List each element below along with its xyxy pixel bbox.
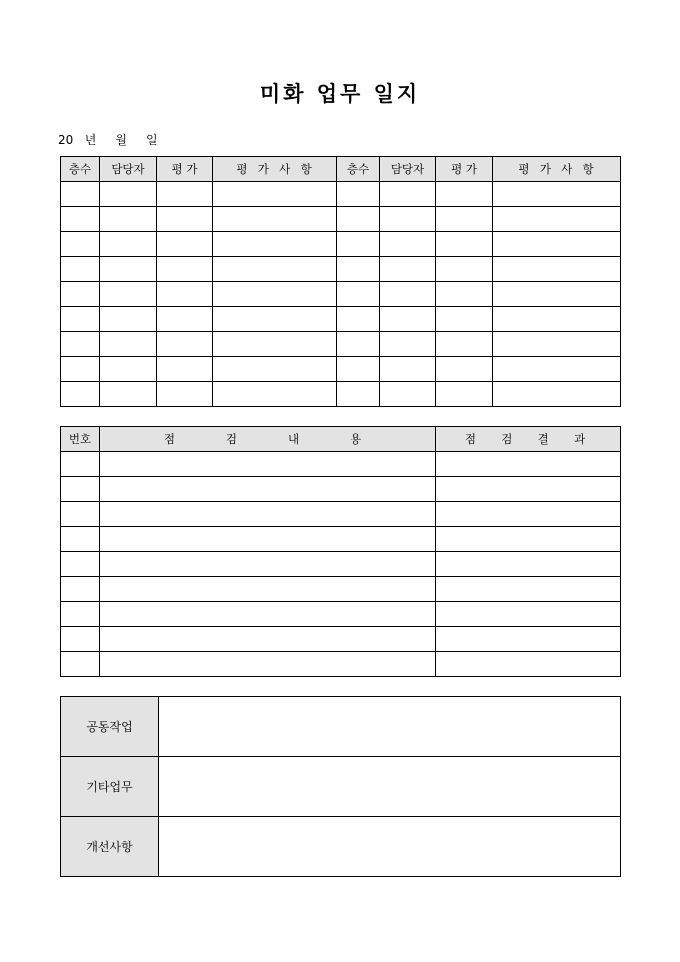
table-row [61,207,621,232]
table-cell[interactable] [61,232,100,257]
table-cell[interactable] [61,207,100,232]
table-cell[interactable] [493,307,621,332]
table-row [61,527,621,552]
table-cell[interactable] [100,332,157,357]
table-cell[interactable] [493,332,621,357]
table-row [61,182,621,207]
table-cell[interactable] [157,232,213,257]
notes-row [61,697,621,757]
table-cell[interactable] [436,452,621,477]
table-cell[interactable] [436,602,621,627]
notes-table [60,696,621,877]
table-row [61,502,621,527]
table-cell[interactable] [380,382,436,407]
table-row [61,477,621,502]
table-cell[interactable] [436,527,621,552]
table-row [61,577,621,602]
table-cell[interactable] [61,182,100,207]
header-manager-left: 담당자 [100,157,157,182]
table-cell[interactable] [436,382,493,407]
other-work-field[interactable] [159,757,621,817]
table-cell[interactable] [100,502,436,527]
table-cell[interactable] [100,452,436,477]
table-cell[interactable] [436,182,493,207]
inspection-header-row [61,427,621,452]
table-cell[interactable] [493,357,621,382]
header-rating-left: 평 가 [157,157,213,182]
table-cell[interactable] [337,232,380,257]
table-cell[interactable] [337,357,380,382]
table-row [61,382,621,407]
label-joint-work: 공동작업 [61,697,159,757]
table-cell[interactable] [213,332,337,357]
table-cell[interactable] [380,207,436,232]
table-cell[interactable] [213,282,337,307]
table-cell[interactable] [436,207,493,232]
table-row [61,552,621,577]
inspection-body [61,452,621,677]
table-cell[interactable] [100,552,436,577]
table-cell[interactable] [436,282,493,307]
table-cell[interactable] [213,357,337,382]
table-cell[interactable] [337,282,380,307]
table-cell[interactable] [436,577,621,602]
notes-row [61,757,621,817]
table-cell[interactable] [61,307,100,332]
table-row [61,232,621,257]
date-line: 20 년 월 일 [58,133,158,147]
table-row [61,357,621,382]
table-cell[interactable] [337,182,380,207]
table-cell[interactable] [436,357,493,382]
table-cell[interactable] [213,182,337,207]
table-cell[interactable] [100,577,436,602]
table-cell[interactable] [61,502,100,527]
table-cell[interactable] [436,627,621,652]
table-cell[interactable] [61,282,100,307]
table-cell[interactable] [61,332,100,357]
table-cell[interactable] [100,207,157,232]
label-improvements: 개선사항 [61,817,159,877]
table-cell[interactable] [380,182,436,207]
header-floor-left: 층수 [61,157,100,182]
table-row [61,307,621,332]
table-cell[interactable] [337,382,380,407]
label-other-work: 기타업무 [61,757,159,817]
table-cell[interactable] [493,282,621,307]
table-cell[interactable] [380,357,436,382]
table-cell[interactable] [157,282,213,307]
table-cell[interactable] [436,477,621,502]
evaluation-header-row [61,157,621,182]
header-rating-right: 평 가 [436,157,493,182]
header-manager-right: 담당자 [380,157,436,182]
header-inspection-content: 점 검 내 용 [100,427,436,452]
table-cell[interactable] [493,382,621,407]
table-cell[interactable] [100,307,157,332]
table-cell[interactable] [213,382,337,407]
table-cell[interactable] [100,257,157,282]
header-remarks-right: 평 가 사 항 [493,157,621,182]
joint-work-field[interactable] [159,697,621,757]
table-cell[interactable] [436,502,621,527]
table-cell[interactable] [337,207,380,232]
table-cell[interactable] [61,382,100,407]
table-cell[interactable] [61,257,100,282]
table-cell[interactable] [157,382,213,407]
table-cell[interactable] [157,207,213,232]
table-cell[interactable] [100,232,157,257]
table-cell[interactable] [213,257,337,282]
table-row [61,602,621,627]
table-cell[interactable] [493,182,621,207]
table-cell[interactable] [436,232,493,257]
table-row [61,332,621,357]
header-floor-right: 층수 [337,157,380,182]
table-cell[interactable] [157,307,213,332]
table-cell[interactable] [213,307,337,332]
header-number: 번호 [61,427,100,452]
table-cell[interactable] [157,257,213,282]
table-cell[interactable] [61,477,100,502]
table-cell[interactable] [100,602,436,627]
header-remarks-left: 평 가 사 항 [213,157,337,182]
table-cell[interactable] [493,232,621,257]
table-cell[interactable] [100,652,436,677]
table-cell[interactable] [157,182,213,207]
inspection-table [60,426,621,677]
table-cell[interactable] [100,182,157,207]
table-cell[interactable] [380,282,436,307]
table-cell[interactable] [157,357,213,382]
table-cell[interactable] [337,332,380,357]
table-row [61,627,621,652]
table-cell[interactable] [61,552,100,577]
table-row [61,652,621,677]
table-cell[interactable] [100,282,157,307]
table-cell[interactable] [100,382,157,407]
table-cell[interactable] [61,627,100,652]
table-cell[interactable] [337,307,380,332]
evaluation-body [61,182,621,407]
table-cell[interactable] [436,332,493,357]
table-cell[interactable] [61,577,100,602]
table-cell[interactable] [436,652,621,677]
notes-row [61,817,621,877]
table-cell[interactable] [436,552,621,577]
page-title: 미화 업무 일지 [259,81,421,106]
table-cell[interactable] [100,627,436,652]
table-cell[interactable] [380,332,436,357]
table-cell[interactable] [380,257,436,282]
table-cell[interactable] [436,307,493,332]
table-cell[interactable] [493,257,621,282]
table-row [61,282,621,307]
table-cell[interactable] [61,527,100,552]
header-inspection-result: 점 검 결 과 [436,427,621,452]
table-cell[interactable] [61,357,100,382]
table-cell[interactable] [100,357,157,382]
table-row [61,257,621,282]
table-row [61,452,621,477]
table-cell[interactable] [61,652,100,677]
table-cell[interactable] [213,207,337,232]
table-cell[interactable] [337,257,380,282]
table-cell[interactable] [436,257,493,282]
table-cell[interactable] [213,232,337,257]
table-cell[interactable] [61,602,100,627]
table-cell[interactable] [380,232,436,257]
table-cell[interactable] [100,477,436,502]
table-cell[interactable] [61,452,100,477]
table-cell[interactable] [157,332,213,357]
table-cell[interactable] [493,207,621,232]
improvements-field[interactable] [159,817,621,877]
table-cell[interactable] [380,307,436,332]
evaluation-table [60,156,621,407]
table-cell[interactable] [100,527,436,552]
